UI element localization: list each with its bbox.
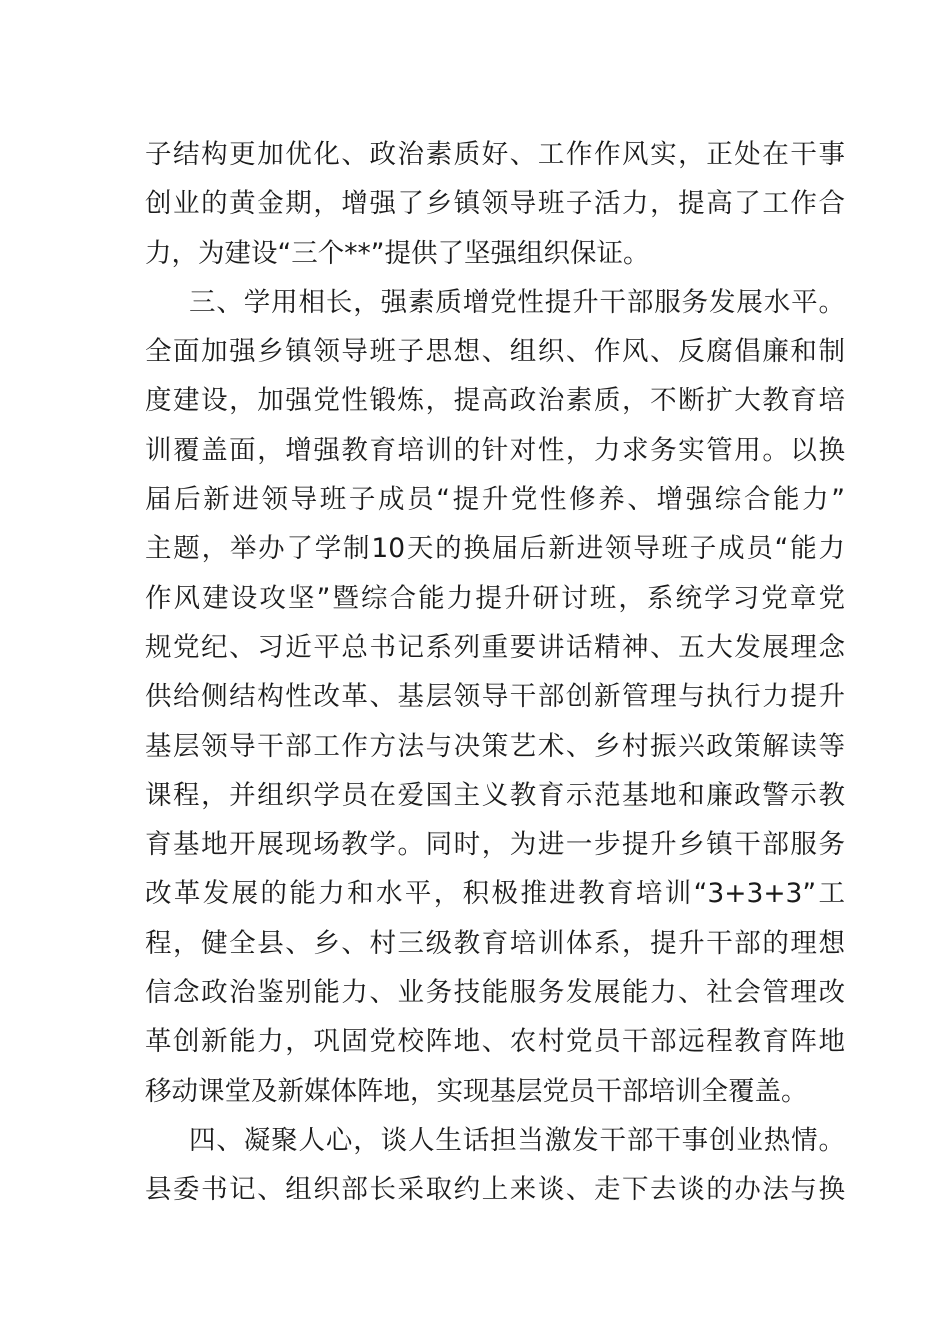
text-line: 作风建设攻坚”暨综合能力提升研讨班，系统学习党章党 bbox=[145, 582, 845, 614]
body-text bbox=[145, 130, 845, 1215]
text-line: 育基地开展现场教学。同时，为进一步提升乡镇干部服务 bbox=[145, 829, 845, 861]
text-line: 规党纪、习近平总书记系列重要讲话精神、五大发展理念 bbox=[145, 631, 845, 663]
text-line: 供给侧结构性改革、基层领导干部创新管理与执行力提升 bbox=[145, 681, 845, 713]
text-line: 主题，举办了学制10天的换届后新进领导班子成员“能力 bbox=[145, 533, 845, 565]
section-heading-line: 三、学用相长，强素质增党性提升干部服务发展水平。 bbox=[189, 286, 845, 318]
text-line: 子结构更加优化、政治素质好、工作作风实，正处在干事 bbox=[145, 139, 845, 170]
text-line: 度建设，加强党性锻炼，提高政治素质，不断扩大教育培 bbox=[145, 385, 845, 417]
text-line: 革创新能力，巩固党校阵地、农村党员干部远程教育阵地 bbox=[145, 1026, 845, 1058]
text-line: 程，健全县、乡、村三级教育培训体系，提升干部的理想 bbox=[145, 927, 845, 959]
text-line: 信念政治鉴别能力、业务技能服务发展能力、社会管理改 bbox=[145, 977, 845, 1009]
text-line: 基层领导干部工作方法与决策艺术、乡村振兴政策解读等 bbox=[145, 730, 845, 762]
text-line: 届后新进领导班子成员“提升党性修养、增强综合能力” bbox=[145, 484, 845, 516]
text-line: 全面加强乡镇领导班子思想、组织、作风、反腐倡廉和制 bbox=[145, 336, 845, 368]
section-heading-line: 四、凝聚人心，谈人生话担当激发干部干事创业热情。 bbox=[189, 1124, 845, 1156]
text-line: 移动课堂及新媒体阵地，实现基层党员干部培训全覆盖。 bbox=[145, 1075, 808, 1107]
text-line: 县委书记、组织部长采取约上来谈、走下去谈的办法与换 bbox=[145, 1174, 845, 1206]
text-line: 课程，并组织学员在爱国主义教育示范基地和廉政警示教 bbox=[145, 779, 845, 811]
text-line: 训覆盖面，增强教育培训的针对性，力求务实管用。以换 bbox=[145, 434, 845, 466]
text-line: 力，为建设“三个**”提供了坚强组织保证。 bbox=[145, 237, 650, 269]
text-line: 改革发展的能力和水平，积极推进教育培训“3+3+3”工 bbox=[145, 878, 845, 910]
text-line: 创业的黄金期，增强了乡镇领导班子活力，提高了工作合 bbox=[145, 188, 845, 220]
